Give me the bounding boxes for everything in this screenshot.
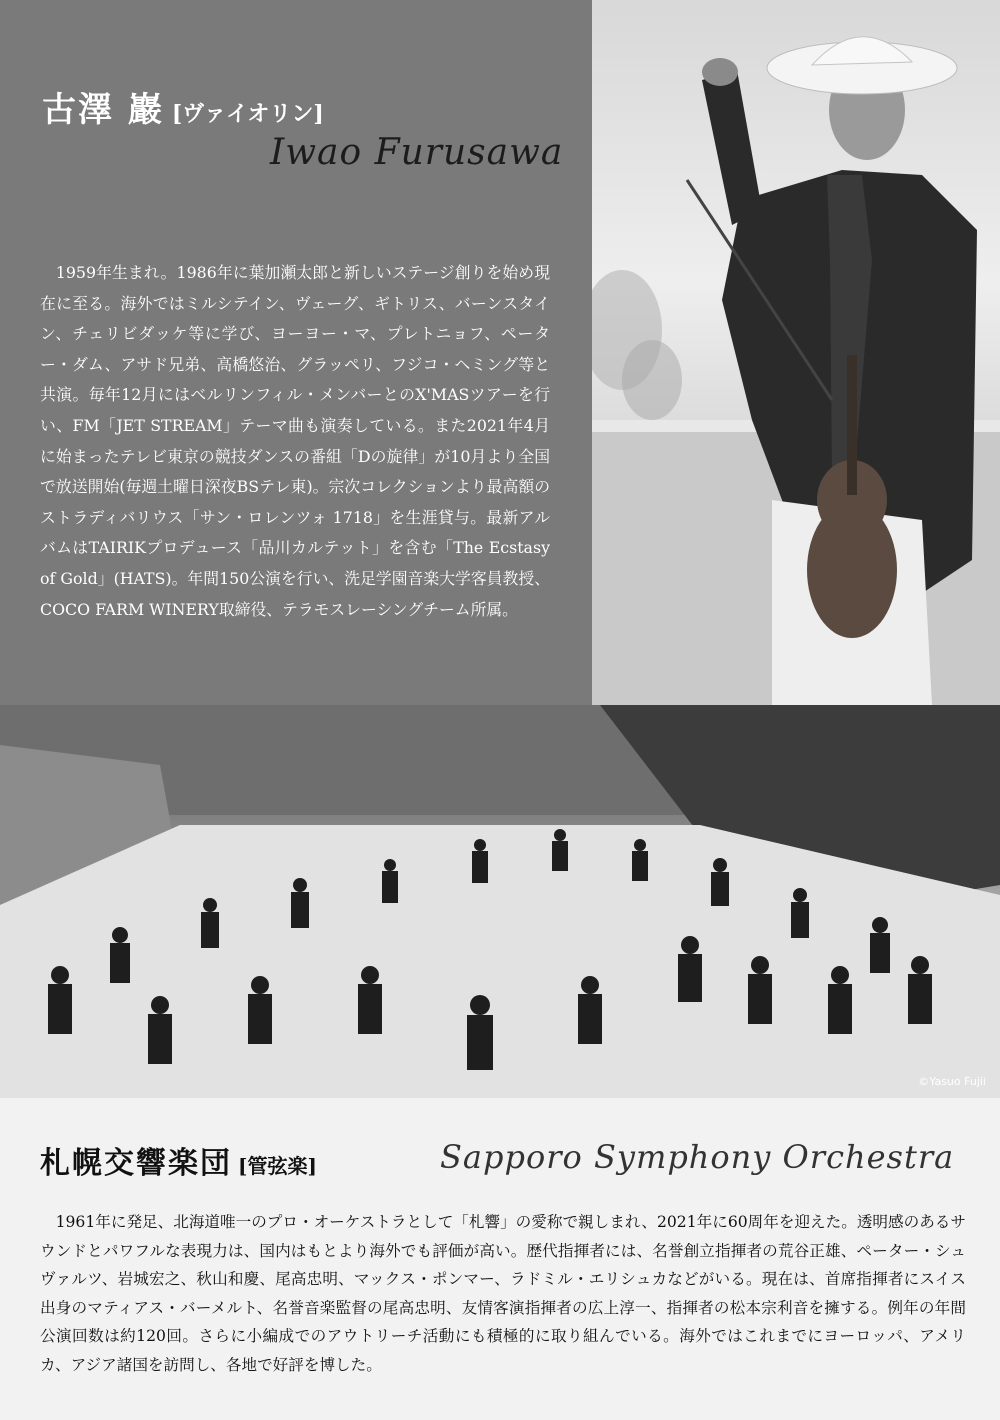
orchestra-illustration — [0, 705, 1000, 1098]
orchestra-heading — [40, 1138, 317, 1182]
artist-heading — [42, 82, 324, 131]
violinist-illustration — [592, 0, 1000, 705]
artist-bio: 1959年生まれ。1986年に葉加瀬太郎と新しいステージ創りを始め現在に至る。海外ではミルシテイン、ヴェーグ、ギトリス、バーンスタイン、チェリビダッケ等に学び、ヨーヨー・マ、プレトニョフ、ペーター・ダム、アサド兄弟、高橋悠治、グラッペリ、フジコ・ヘミング等と共演。毎年12月にはベルリンフィル・メンバーとのX'MASツアーを行い、FM「JET STREAM」テーマ曲も演奏している。また2021年4月に始まったテレビ東京の競技ダンスの番組「Dの旋律」が10月より全国で放送開始(毎週土曜日深夜BSテレ東)。宗次コレクションより最高額のストラディバリウス「サン・ロレンツォ 1718」を生涯貸与。最新アルバムはTAIRIKプロデュース「品川カルテット」を含む「The Ecstasy of Gold」(HATS)。年間150公演を行い、洗足学園音楽大学客員教授、COCO FARM WINERY取締役、テラモスレーシングチーム所属。 — [40, 263, 550, 619]
artist-signature: Iwao Furusawa — [270, 132, 564, 173]
orchestra-section — [0, 1098, 1000, 1420]
violinist-photo — [592, 0, 1000, 705]
orchestra-name: 札幌交響楽団 — [40, 1146, 232, 1181]
artist-section — [0, 0, 1000, 705]
orchestra-role: [管弦楽] — [238, 1154, 317, 1178]
orchestra-signature: Sapporo Symphony Orchestra — [440, 1138, 955, 1176]
orchestra-bio: 1961年に発足、北海道唯一のプロ・オーケストラとして「札響」の愛称で親しまれ、2021年に60周年を迎えた。透明感のあるサウンドとパワフルな表現力は、国内はもとより海外でも評価が高い。歴代指揮者には、名誉創立指揮者の荒谷正雄、ペーター・シュヴァルツ、岩城宏之、秋山和慶、尾高忠明、マックス・ポンマー、ラドミル・エリシュカなどがいる。現在は、首席指揮者にスイス出身のマティアス・バーメルト、名誉音楽監督の尾高忠明、友情客演指揮者の広上淳一、指揮者の松本宗利音を擁する。例年の年間公演回数は約120回。さらに小編成でのアウトリーチ活動にも積極的に取り組んでいる。海外ではこれまでにヨーロッパ、アメリカ、アジア諸国を訪問し、各地で好評を博した。 — [40, 1213, 966, 1374]
artist-bio-panel — [0, 0, 592, 705]
photo-credit: ©Yasuo Fujii — [918, 1075, 986, 1088]
artist-role: [ヴァイオリン] — [171, 101, 324, 127]
orchestra-photo — [0, 705, 1000, 1098]
artist-name: 古澤 巖 — [42, 90, 164, 130]
